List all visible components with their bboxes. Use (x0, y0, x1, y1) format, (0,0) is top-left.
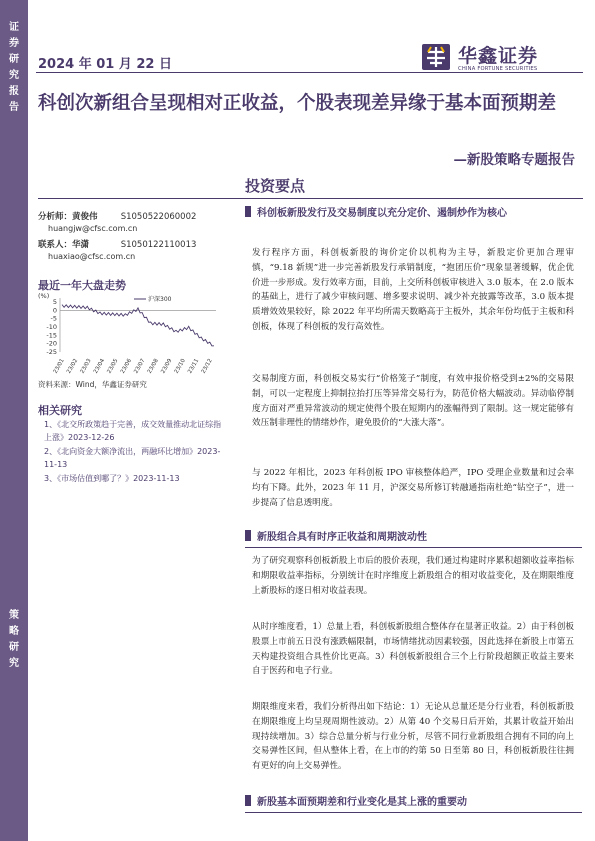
analyst-2 (38, 238, 196, 250)
y-tick-label: 0 (52, 306, 57, 315)
analyst-2-cert: S1050122110013 (120, 240, 197, 250)
sidebar (0, 0, 28, 841)
related-item[interactable]: 2、《北向资金大额净流出，两融环比增加》2023-11-13 (44, 447, 221, 469)
analyst-1-name: 分析师：黄俊伟 (38, 212, 98, 222)
section-2-para-1: 为了研究观察科创板新股上市后的股价表现，我们通过构建时序累积超额收益率指标和期限收益率指标，分别统计在时序维度上新股组合的相对收益变化，及在期限维度上新股标的逐日相对收益表现。 (252, 556, 574, 596)
x-tick-label: 23/01 (52, 358, 66, 375)
section-3-divider (245, 812, 582, 813)
logo-name-en: CHINA FORTUNE SECURITIES (458, 66, 538, 72)
legend-label: 沪深300 (148, 296, 172, 303)
analyst-2-name: 联系人：华潇 (38, 240, 90, 250)
section-marker-icon (245, 530, 251, 541)
y-tick-label: -10 (46, 323, 57, 331)
x-tick-label: 23/02 (66, 358, 80, 375)
sidebar-char: 报 (9, 86, 19, 97)
x-tick-label: 23/06 (119, 358, 134, 375)
sidebar-top-label (0, 20, 28, 116)
company-logo (422, 41, 590, 73)
section-2-divider (245, 547, 582, 548)
x-tick-label: 23/05 (106, 358, 120, 375)
analyst-1-email[interactable]: huangjw@cfsc.com.cn (48, 224, 138, 233)
related-item[interactable]: 1、《北交所政策趋于完善，成交效量推动北证综指上涨》2023-12-26 (44, 420, 222, 442)
y-tick-label: 5 (52, 298, 57, 306)
x-tick-label: 23/03 (79, 358, 93, 375)
sidebar-char: 策 (9, 610, 19, 621)
y-tick-label: -5 (50, 314, 57, 323)
market-chart-title: 最近一年大盘走势 (38, 279, 126, 292)
sidebar-char: 略 (9, 626, 19, 637)
related-research-list (44, 418, 224, 486)
investment-highlights-heading: 投资要点 (245, 177, 306, 195)
y-axis-label: (%) (38, 292, 50, 300)
analyst-2-email[interactable]: huaxiao@cfsc.com.cn (48, 252, 136, 261)
section-2-para-3: 期限维度来看，我们分析得出如下结论：1）无论从总量还是分行业看，科创板新股在期限维度上均呈现周期性波动。2）从第 40 个交易日后开始，其累计收益开始出现持续增加。3）综合总量分析与行业分析，尽管不同行业新股组合拥有不同的向上交易弹性区间，但从整体上看，在上市的约第 50 日至第 80 日，科创板新股往往拥有更好的向上交易弹性。 (252, 702, 574, 772)
x-tick-label: 23/11 (187, 358, 201, 375)
sidebar-char: 究 (9, 70, 19, 81)
logo-name-cn: 华鑫证券 (458, 45, 539, 67)
sidebar-bottom-label (0, 608, 28, 672)
market-trend-chart (36, 290, 224, 378)
x-tick-label: 23/08 (146, 358, 160, 375)
sidebar-char: 证 (9, 22, 19, 33)
report-date: 2024 年 01 月 22 日 (38, 57, 172, 72)
header-divider (36, 72, 583, 73)
section-marker-icon (245, 206, 251, 217)
x-tick-label: 23/09 (160, 358, 174, 375)
report-subtitle: —新股策略专题报告 (453, 152, 575, 168)
section-divider (38, 198, 583, 199)
x-tick-label: 23/04 (92, 358, 107, 375)
y-tick-label: -20 (46, 339, 57, 348)
chart-source: 资料来源：Wind，华鑫证券研究 (38, 380, 147, 389)
sidebar-char: 究 (9, 658, 19, 669)
section-1-title: 科创板新股发行及交易制度以充分定价、遏制炒作为核心 (245, 206, 580, 222)
x-tick-label: 23/10 (173, 358, 187, 375)
x-tick-label: 23/07 (133, 358, 147, 375)
sidebar-char: 券 (9, 38, 19, 49)
section-1-para-1: 发行程序方面，科创板新股的询价定价以机构为主导，新股定价更加合理审慎，“9.18 新规”进一步完善新股发行承销制度，“抱团压价”现象显著缓解，优企优价进一步形成。发行效率方面，目前，上交所科创板审核进入 3.0 版本，在 2.0 版本的基础上，进行了减少审核问题、增多要求说明、减少补充披露等改革，3.0 版本提质增效效果较好，除 2022 年平均所需天数略高于主板外，其余年份均低于主板和科创板，体现了科创板的发行高效性。 (252, 248, 574, 332)
section-2-para-2: 从时序维度看，1）总量上看，科创板新股组合整体存在显著正收益。2）由于科创板股票上市前五日没有涨跌幅限制，市场情绪扰动因素较强，因此选择在新股上市第五天构建投资组合具性价比更高。3）科创板新股组合三个上行阶段超额正收益主要来自于医药和电子行业。 (252, 622, 574, 677)
y-tick-label: -15 (46, 331, 57, 340)
analyst-1 (38, 210, 196, 222)
section-marker-icon (245, 795, 251, 806)
related-research-title: 相关研究 (38, 404, 82, 417)
x-tick-label: 23/12 (200, 358, 214, 375)
report-title: 科创次新组合呈现相对正收益，个股表现差异缘于基本面预期差 (38, 93, 557, 114)
y-tick-label: -25 (46, 348, 57, 356)
related-item[interactable]: 3、《市场估值到哪了？》2023-11-13 (44, 474, 180, 483)
logo-mark-icon (422, 44, 450, 70)
sidebar-char: 研 (9, 54, 19, 65)
section-1-para-2: 交易制度方面，科创板交易实行“价格笼子”制度，有效申报价格受到±2%的交易限制，可以一定程度上抑制拉抬打压等异常交易行为，防范价格大幅波动。异动临停制度方面对严重异常波动的规定使得个股在短期内的涨幅得到了限制。这一规定能够有效压制非理性的情绪炒作，避免股价的“大涨大落”。 (252, 374, 574, 429)
sidebar-char: 研 (9, 642, 19, 653)
sidebar-char: 告 (9, 102, 19, 113)
section-3-title: 新股基本面预期差和行业变化是其上涨的重要动 (245, 795, 580, 811)
section-2-title: 新股组合具有时序正收益和周期波动性 (245, 530, 580, 546)
series-line-hs300 (62, 305, 214, 346)
analyst-1-cert: S1050522060002 (120, 212, 197, 222)
section-1-para-3: 与 2022 年相比，2023 年科创板 IPO 审核整体趋严，IPO 受理企业数量和过会率均有下降。此外，2023 年 11 月，沪深交易所修订转融通指南杜绝“钻空子”，进一步提高了信息透明度。 (252, 468, 574, 508)
